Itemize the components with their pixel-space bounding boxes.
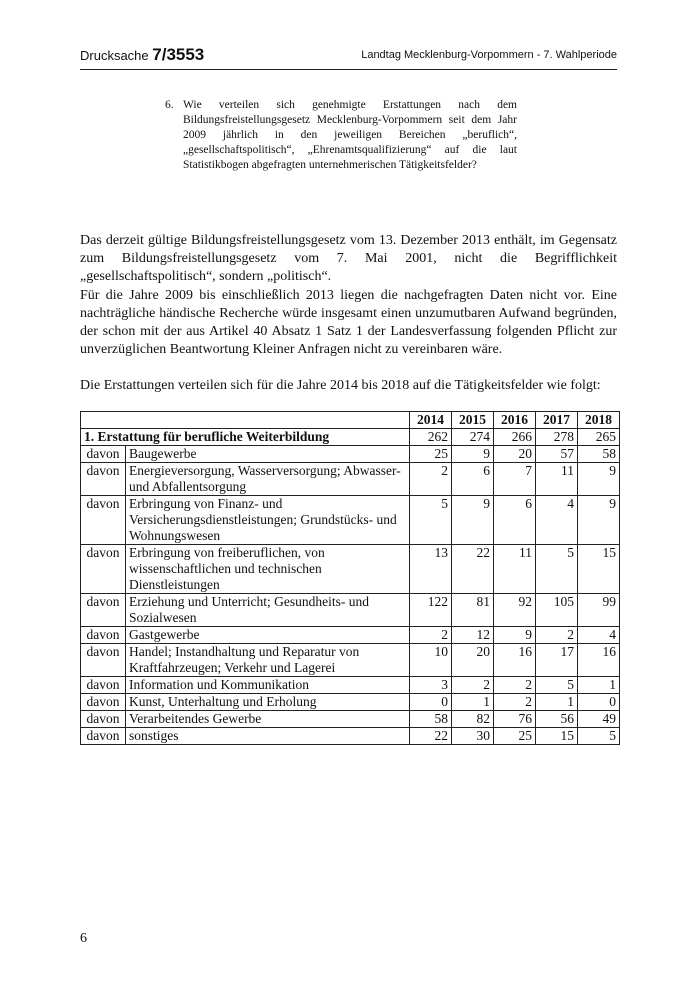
value-cell: 2 [452, 677, 494, 694]
value-cell: 81 [452, 594, 494, 627]
value-cell: 99 [578, 594, 620, 627]
table-row [81, 644, 620, 677]
table-row [81, 446, 620, 463]
table-row [81, 496, 620, 545]
value-cell: 12 [452, 627, 494, 644]
value-cell: 2 [410, 463, 452, 496]
value-cell: 2 [494, 694, 536, 711]
year-2016: 2016 [494, 412, 536, 429]
table-header-row [81, 412, 620, 429]
value-cell: 16 [494, 644, 536, 677]
davon-cell: davon [81, 545, 126, 594]
total-row [81, 429, 620, 446]
table-row [81, 463, 620, 496]
value-cell: 30 [452, 728, 494, 745]
davon-cell: davon [81, 594, 126, 627]
davon-cell: davon [81, 677, 126, 694]
value-cell: 0 [410, 694, 452, 711]
category-label: Baugewerbe [126, 446, 410, 463]
category-label: Kunst, Unterhaltung und Erholung [126, 694, 410, 711]
table-row [81, 711, 620, 728]
value-cell: 7 [494, 463, 536, 496]
value-cell: 0 [578, 694, 620, 711]
value-cell: 82 [452, 711, 494, 728]
value-cell: 17 [536, 644, 578, 677]
value-cell: 22 [452, 545, 494, 594]
doc-label: Drucksache [80, 48, 149, 63]
value-cell: 15 [578, 545, 620, 594]
value-cell: 5 [410, 496, 452, 545]
question-block [165, 98, 517, 173]
table-row [81, 694, 620, 711]
value-cell: 2 [536, 627, 578, 644]
table-row [81, 545, 620, 594]
davon-cell: davon [81, 627, 126, 644]
page-number: 6 [80, 931, 87, 946]
total-2014: 262 [410, 429, 452, 446]
category-label: Information und Kommunikation [126, 677, 410, 694]
category-label: Handel; Instandhaltung und Reparatur von Kraftfahrzeugen; Verkehr und Lagerei [126, 644, 410, 677]
value-cell: 20 [452, 644, 494, 677]
value-cell: 9 [494, 627, 536, 644]
value-cell: 122 [410, 594, 452, 627]
answer-paragraph-2: Für die Jahre 2009 bis einschließlich 2013 liegen die nachgefragten Daten nicht vor. Eine nachträgliche händische Recherche würde insgesamt einen unzumutbaren Aufwand begründen, der schon mit der aus Artikel 40 Absatz 1 Satz 1 der Landesverfassung folgenden Pflicht zur unverzüglichen Beantwortung Kleiner Anfragen nicht zu vereinbaren wäre. [80, 288, 617, 357]
category-label: Energieversorgung, Wasserversorgung; Abwasser- und Abfallentsorgung [126, 463, 410, 496]
value-cell: 58 [410, 711, 452, 728]
total-2015: 274 [452, 429, 494, 446]
value-cell: 2 [494, 677, 536, 694]
reimbursement-table [80, 411, 620, 745]
document-number [80, 45, 204, 65]
year-2015: 2015 [452, 412, 494, 429]
table-row [81, 594, 620, 627]
category-label: sonstiges [126, 728, 410, 745]
value-cell: 11 [494, 545, 536, 594]
value-cell: 1 [452, 694, 494, 711]
value-cell: 76 [494, 711, 536, 728]
year-2014: 2014 [410, 412, 452, 429]
category-label: Verarbeitendes Gewerbe [126, 711, 410, 728]
total-2016: 266 [494, 429, 536, 446]
table-intro: Die Erstattungen verteilen sich für die Jahre 2014 bis 2018 auf die Tätigkeitsfelder wie folgt: [80, 378, 601, 393]
total-label: 1. Erstattung für berufliche Weiterbildung [81, 429, 410, 446]
value-cell: 2 [410, 627, 452, 644]
category-label: Erziehung und Unterricht; Gesundheits- und Sozialwesen [126, 594, 410, 627]
total-2018: 265 [578, 429, 620, 446]
value-cell: 49 [578, 711, 620, 728]
value-cell: 1 [536, 694, 578, 711]
table-row [81, 677, 620, 694]
davon-cell: davon [81, 463, 126, 496]
value-cell: 5 [536, 545, 578, 594]
value-cell: 6 [494, 496, 536, 545]
doc-number: 7/3553 [152, 45, 205, 64]
category-label: Gastgewerbe [126, 627, 410, 644]
year-2018: 2018 [578, 412, 620, 429]
table-row [81, 728, 620, 745]
davon-cell: davon [81, 446, 126, 463]
value-cell: 15 [536, 728, 578, 745]
value-cell: 6 [452, 463, 494, 496]
year-2017: 2017 [536, 412, 578, 429]
value-cell: 25 [410, 446, 452, 463]
question-text: Wie verteilen sich genehmigte Erstattungen nach dem Bildungsfreistellungsgesetz Mecklenburg-Vorpommern seit dem Jahr 2009 jährlich in den jeweiligen Bereichen „beruflich“, „gesellschaftspolitisch“, „Ehrenamtsqualifizierung“ auf die laut Statistikbogen abgefragten unternehmerischen Tätigkeitsfelder? [183, 99, 517, 171]
value-cell: 4 [578, 627, 620, 644]
value-cell: 5 [536, 677, 578, 694]
davon-cell: davon [81, 728, 126, 745]
davon-cell: davon [81, 694, 126, 711]
value-cell: 3 [410, 677, 452, 694]
value-cell: 1 [578, 677, 620, 694]
value-cell: 9 [452, 496, 494, 545]
value-cell: 9 [578, 496, 620, 545]
category-label: Erbringung von Finanz- und Versicherungsdienstleistungen; Grundstücks- und Wohnungswesen [126, 496, 410, 545]
value-cell: 10 [410, 644, 452, 677]
value-cell: 13 [410, 545, 452, 594]
value-cell: 4 [536, 496, 578, 545]
value-cell: 57 [536, 446, 578, 463]
value-cell: 9 [578, 463, 620, 496]
total-2017: 278 [536, 429, 578, 446]
page-header [80, 43, 617, 70]
value-cell: 58 [578, 446, 620, 463]
question-number: 6. [165, 99, 174, 111]
header-empty-cell [81, 412, 410, 429]
parliament-title: Landtag Mecklenburg-Vorpommern - 7. Wahlperiode [361, 49, 617, 61]
value-cell: 22 [410, 728, 452, 745]
value-cell: 56 [536, 711, 578, 728]
value-cell: 9 [452, 446, 494, 463]
value-cell: 105 [536, 594, 578, 627]
value-cell: 16 [578, 644, 620, 677]
value-cell: 20 [494, 446, 536, 463]
category-label: Erbringung von freiberuflichen, von wissenschaftlichen und technischen Dienstleistungen [126, 545, 410, 594]
value-cell: 11 [536, 463, 578, 496]
davon-cell: davon [81, 496, 126, 545]
value-cell: 92 [494, 594, 536, 627]
answer-paragraph-1: Das derzeit gültige Bildungsfreistellungsgesetz vom 13. Dezember 2013 enthält, im Gegensatz zum Bildungsfreistellungsgesetz vom 7. Mai 2001, nicht die Begrifflichkeit „gesellschaftspolitisch“, sondern „politisch“. [80, 233, 617, 284]
value-cell: 25 [494, 728, 536, 745]
table-row [81, 627, 620, 644]
value-cell: 5 [578, 728, 620, 745]
davon-cell: davon [81, 711, 126, 728]
davon-cell: davon [81, 644, 126, 677]
